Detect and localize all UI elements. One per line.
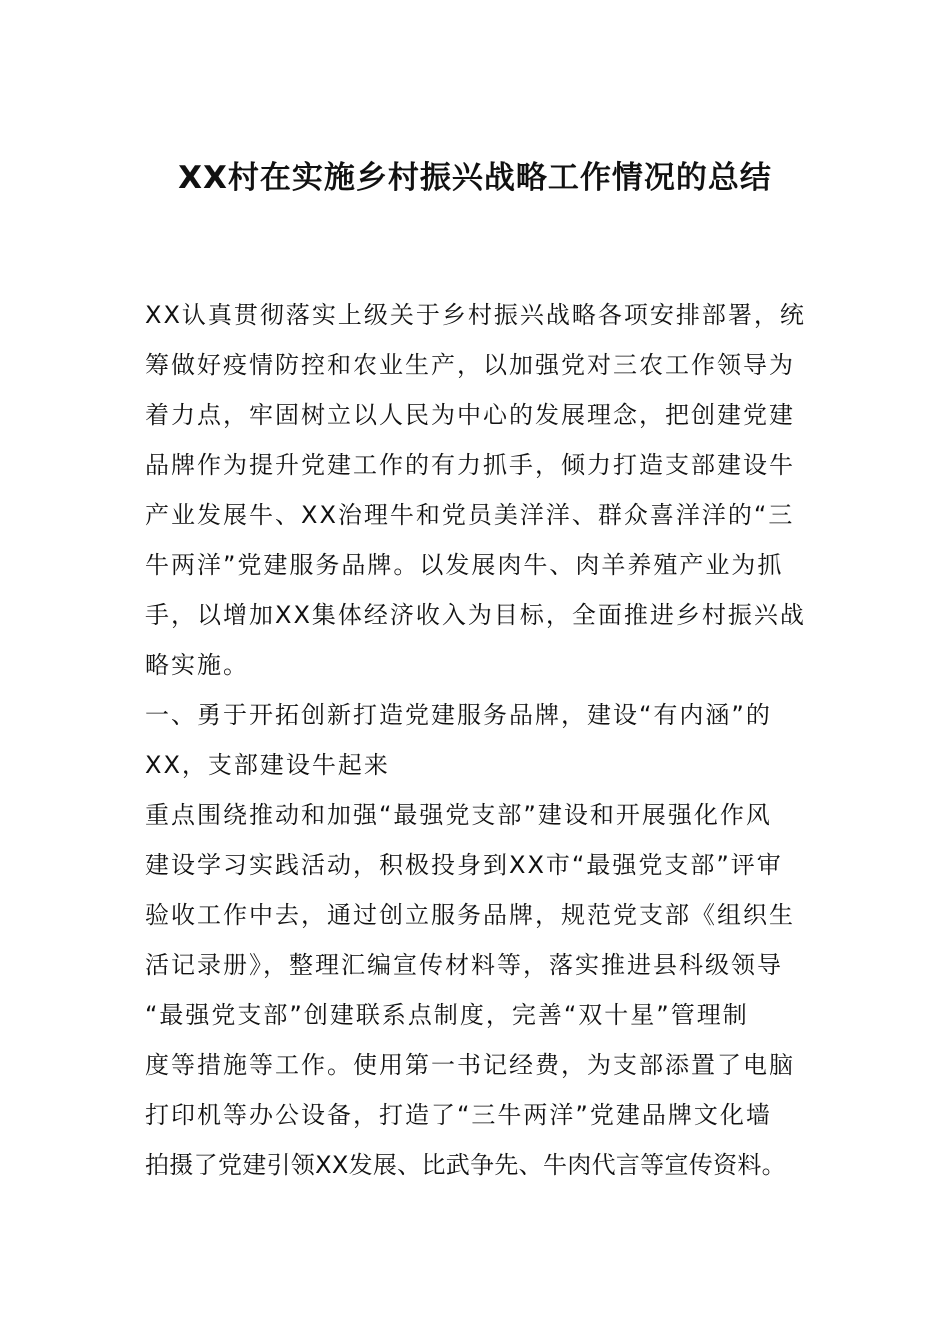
- paragraph-line: 度等措施等工作。使用第一书记经费，为支部添置了电脑: [145, 1051, 795, 1079]
- document-title: XX村在实施乡村振兴战略工作情况的总结: [178, 160, 772, 196]
- paragraph-line: 活记录册》，整理汇编宣传材料等，落实推进县科级领导: [145, 951, 783, 979]
- paragraph-line: 产业发展牛、XX治理牛和党员美洋洋、群众喜洋洋的“三: [145, 501, 795, 529]
- paragraph-line: XX认真贯彻落实上级关于乡村振兴战略各项安排部署，统: [145, 301, 806, 329]
- paragraph-line: 重点围绕推动和加强“最强党支部”建设和开展强化作风: [145, 801, 772, 829]
- paragraph-line: 牛两洋”党建服务品牌。以发展肉牛、肉羊养殖产业为抓: [145, 551, 784, 579]
- section-heading-line: 一、勇于开拓创新打造党建服务品牌，建设“有内涵”的: [145, 701, 772, 729]
- paragraph-line: 打印机等办公设备，打造了“三牛两洋”党建品牌文化墙: [145, 1101, 772, 1129]
- document-body: [145, 290, 835, 1190]
- section-heading-line: XX，支部建设牛起来: [145, 751, 390, 779]
- paragraph-line: 筹做好疫情防控和农业生产，以加强党对三农工作领导为: [145, 351, 795, 379]
- paragraph-line: 验收工作中去，通过创立服务品牌，规范党支部《组织生: [145, 901, 795, 929]
- paragraph-line: 品牌作为提升党建工作的有力抓手，倾力打造支部建设牛: [145, 451, 795, 479]
- paragraph-line: 着力点，牢固树立以人民为中心的发展理念，把创建党建: [145, 401, 795, 429]
- paragraph-line: 拍摄了党建引领XX发展、比武争先、牛肉代言等宣传资料。: [145, 1151, 786, 1179]
- paragraph-line: 略实施。: [145, 651, 249, 679]
- paragraph-line: “最强党支部”创建联系点制度，完善“双十星”管理制: [145, 1001, 749, 1029]
- paragraph-line: 手，以增加XX集体经济收入为目标，全面推进乡村振兴战: [145, 601, 806, 629]
- paragraph-line: 建设学习实践活动，积极投身到XX市“最强党支部”评审: [145, 851, 783, 879]
